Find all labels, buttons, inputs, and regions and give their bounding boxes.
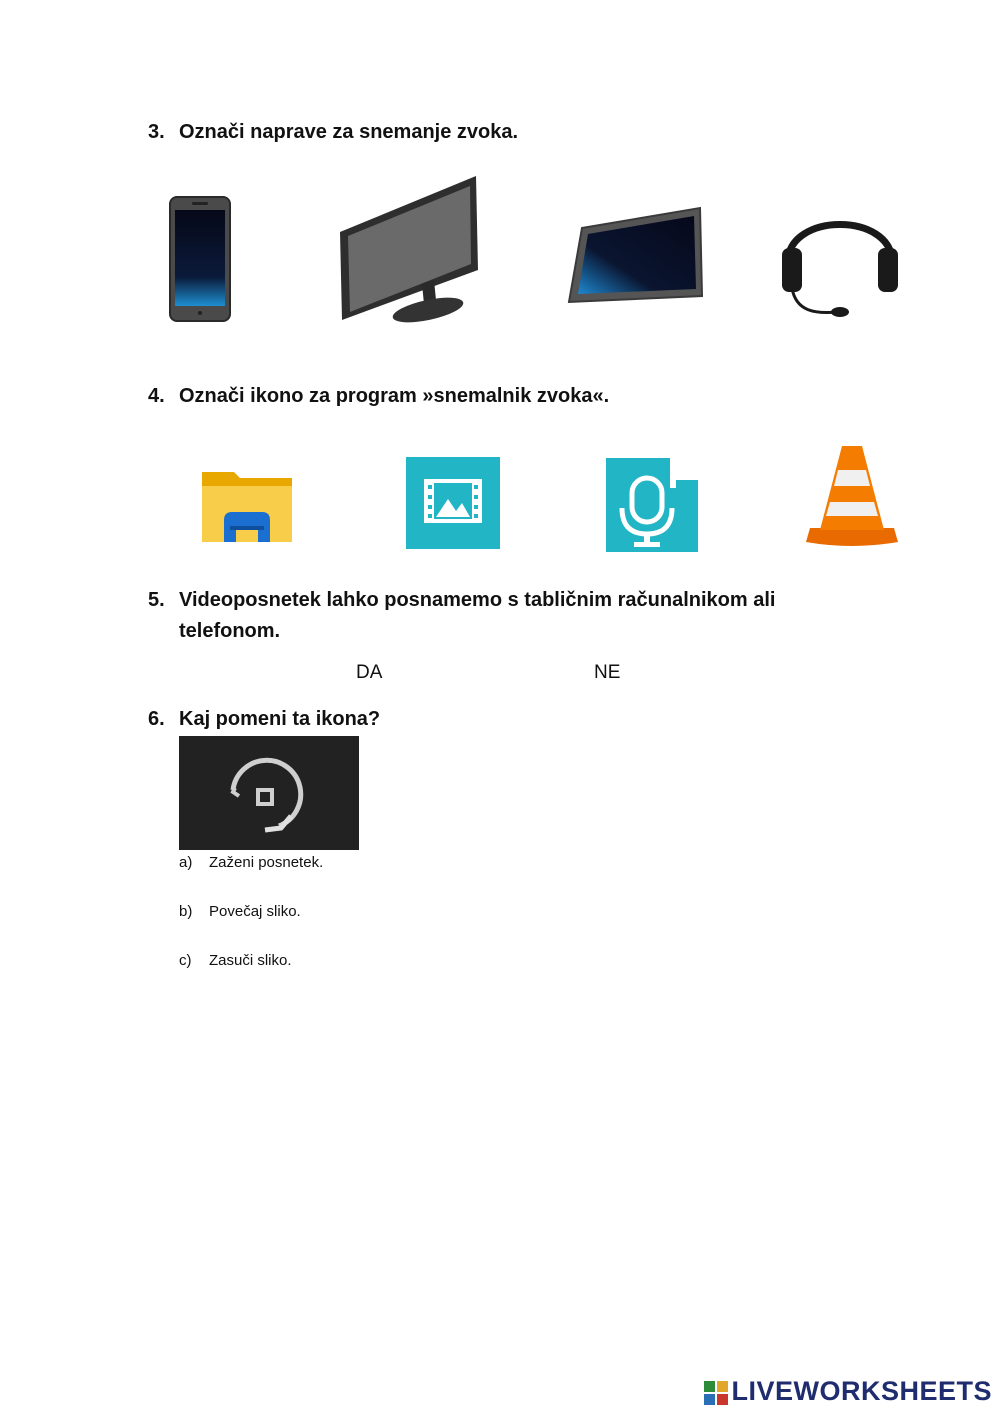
option-a[interactable] xyxy=(179,854,323,871)
voice-recorder-icon[interactable] xyxy=(606,458,698,552)
tablet-icon[interactable] xyxy=(566,206,706,304)
question-4 xyxy=(148,381,819,412)
question-text: Označi ikono za program »snemalnik zvoka«. xyxy=(179,385,610,407)
file-explorer-icon[interactable] xyxy=(200,466,294,546)
question-text: Videoposnetek lahko posnamemo s tabličnim računalnikom ali telefonom. xyxy=(179,589,776,642)
headset-icon[interactable] xyxy=(776,192,904,322)
option-letter: b) xyxy=(179,903,193,920)
option-c[interactable] xyxy=(179,952,292,969)
rotate-icon xyxy=(179,736,359,850)
answer-no[interactable]: NE xyxy=(594,662,621,683)
liveworksheets-logo-icon xyxy=(704,1381,728,1405)
question-number: 5. xyxy=(148,589,165,611)
question-number: 3. xyxy=(148,121,165,143)
answer-yes[interactable]: DA xyxy=(356,662,383,683)
option-b[interactable] xyxy=(179,903,301,920)
question-number: 4. xyxy=(148,385,165,407)
question-number: 6. xyxy=(148,708,165,730)
vlc-cone-icon[interactable] xyxy=(804,440,900,548)
option-letter: c) xyxy=(179,952,192,969)
option-text: Zaženi posnetek. xyxy=(209,854,324,871)
question-text: Označi naprave za snemanje zvoka. xyxy=(179,121,519,143)
video-editor-icon[interactable] xyxy=(406,457,500,549)
question-text: Kaj pomeni ta ikona? xyxy=(179,708,381,730)
brand-text: LIVEWORKSHEETS xyxy=(731,1376,992,1406)
question-6 xyxy=(148,704,819,735)
option-text: Povečaj sliko. xyxy=(209,903,301,920)
question-5 xyxy=(148,585,799,647)
question-3 xyxy=(148,117,819,148)
liveworksheets-brand xyxy=(704,1376,992,1407)
option-letter: a) xyxy=(179,854,193,871)
monitor-icon[interactable] xyxy=(336,174,481,326)
phone-icon[interactable] xyxy=(168,196,232,322)
option-text: Zasuči sliko. xyxy=(209,952,292,969)
